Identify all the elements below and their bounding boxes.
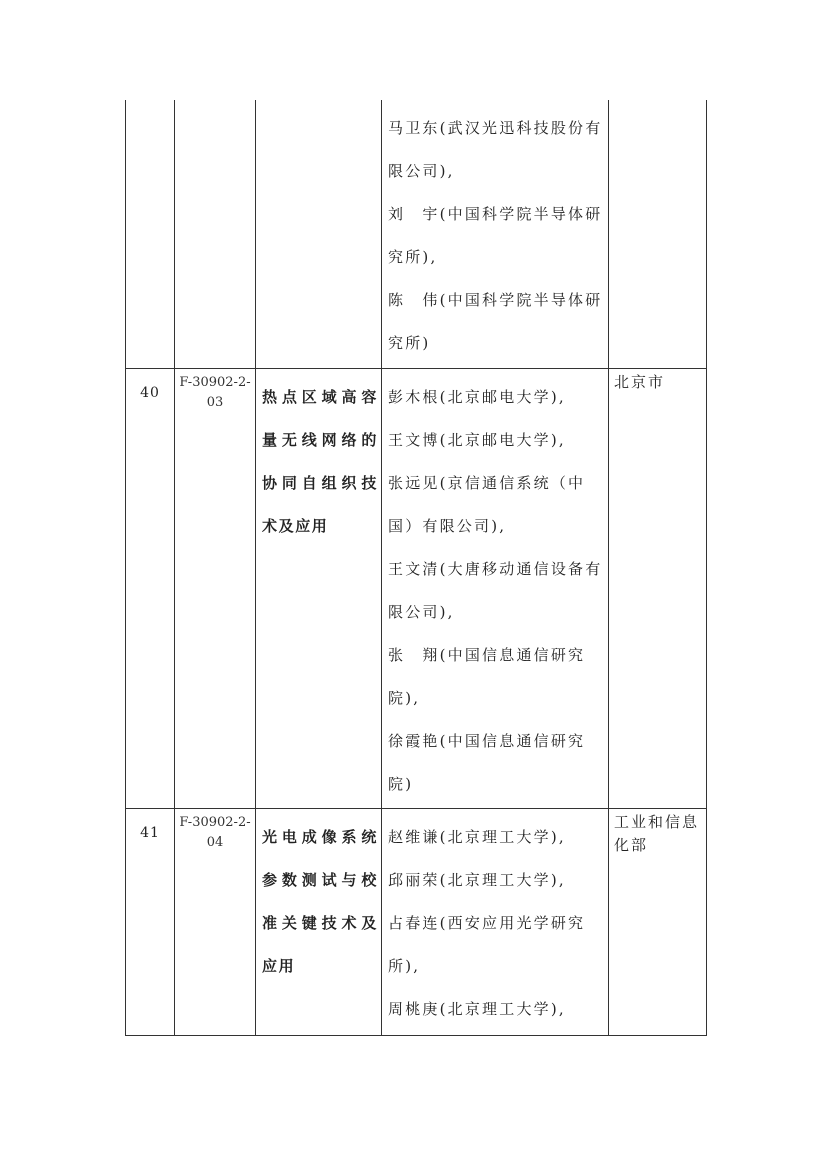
contributors-cell (382, 100, 609, 368)
row-number: 40 (126, 368, 175, 808)
nominating-unit: 工业和信息化部 (609, 808, 707, 1035)
table-row-continued (126, 100, 707, 368)
contributor: 张 翔(中国信息通信研究院), (388, 645, 586, 707)
contributor: 周桃庚(北京理工大学), (388, 999, 566, 1018)
row-number: 41 (126, 808, 175, 1035)
contributor: 陈 伟(中国科学院半导体研究所) (388, 291, 603, 352)
row-number (126, 100, 175, 368)
nominating-unit: 北京市 (609, 368, 707, 808)
table-row (126, 368, 707, 808)
awards-table (125, 100, 707, 1036)
contributor: 王文博(北京邮电大学), (388, 430, 566, 449)
contributor: 邱丽荣(北京理工大学), (388, 870, 566, 889)
nominating-unit (609, 100, 707, 368)
contributors-cell (382, 368, 609, 808)
contributor: 刘 宇(中国科学院半导体研究所), (388, 205, 603, 266)
contributor: 徐霞艳(中国信息通信研究院) (388, 731, 586, 793)
contributor: 占春连(西安应用光学研究所), (388, 913, 586, 975)
project-title: 热点区域高容量无线网络的协同自组织技术及应用 (256, 368, 382, 808)
project-code: F-30902-2-03 (175, 368, 256, 808)
table-row (126, 808, 707, 1035)
project-title (256, 100, 382, 368)
project-title: 光电成像系统参数测试与校准关键技术及应用 (256, 808, 382, 1035)
contributor: 马卫东(武汉光迅科技股份有限公司), (388, 119, 603, 180)
contributors-cell (382, 808, 609, 1035)
contributor: 张远见(京信通信系统（中国）有限公司), (388, 473, 586, 535)
project-code (175, 100, 256, 368)
contributor: 王文清(大唐移动通信设备有限公司), (388, 559, 603, 621)
contributor: 彭木根(北京邮电大学), (388, 387, 566, 406)
project-code: F-30902-2-04 (175, 808, 256, 1035)
contributor: 赵维谦(北京理工大学), (388, 827, 566, 846)
